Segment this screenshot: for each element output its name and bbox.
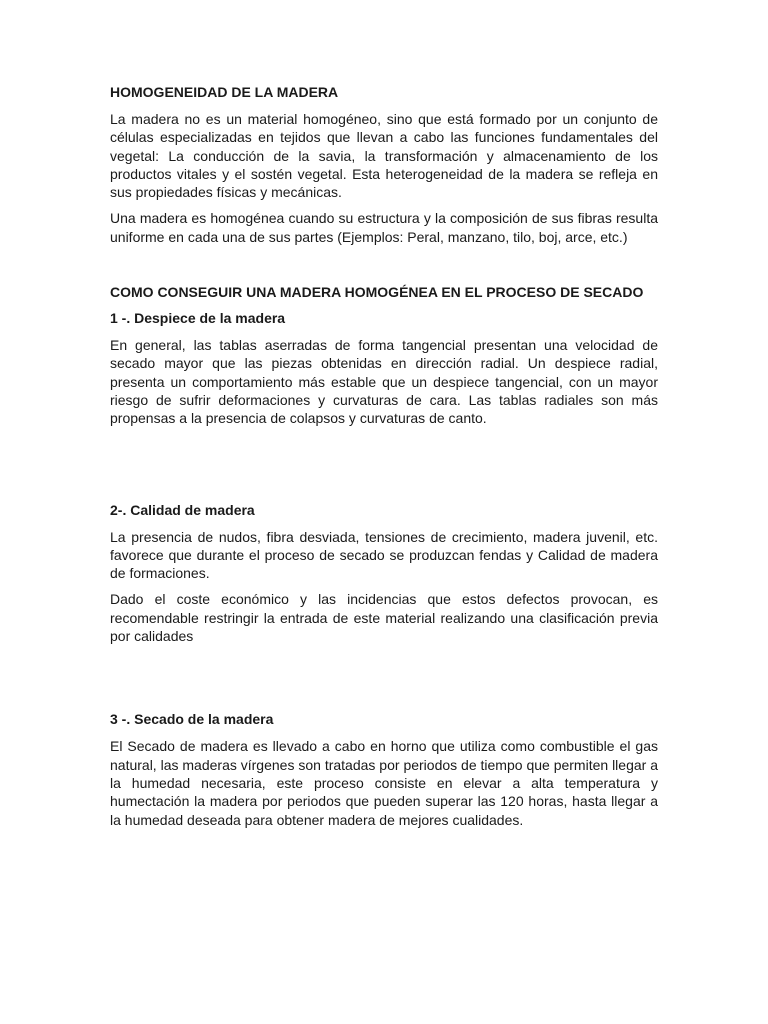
heading-despiece: 1 -. Despiece de la madera bbox=[110, 310, 286, 327]
paragraph-homogeneidad-2: Una madera es homogénea cuando su estructura y la composición de sus fibras resulta uniforme en cada una de sus partes (Ejemplos: Peral, manzano, tilo, boj, arce, etc.) bbox=[110, 210, 658, 245]
heading-secado: 3 -. Secado de la madera bbox=[110, 711, 274, 728]
heading-homogeneidad: HOMOGENEIDAD DE LA MADERA bbox=[110, 84, 339, 100]
paragraph-calidad-2: Dado el coste económico y las incidencias que estos defectos provocan, es recomendable restringir la entrada de este material realizando una clasificación previa por calidades bbox=[110, 591, 658, 645]
paragraph-homogeneidad-1: La madera no es un material homogéneo, sino que está formado por un conjunto de células especializadas en tejidos que llevan a cabo las funciones fundamentales del vegetal: La conducción de la savia, la transformación y almacenamiento de los productos vitales y el sostén vegetal. Esta heterogeneidad de la madera se refleja en sus propiedades físicas y mecánicas. bbox=[110, 111, 658, 201]
heading-como-conseguir: COMO CONSEGUIR UNA MADERA HOMOGÉNEA EN EL PROCESO DE SECADO bbox=[110, 284, 644, 301]
heading-calidad: 2-. Calidad de madera bbox=[110, 501, 255, 518]
paragraph-calidad-1: La presencia de nudos, fibra desviada, tensiones de crecimiento, madera juvenil, etc. favorece que durante el proceso de secado se produzcan fendas y Calidad de madera de formaciones. bbox=[110, 528, 658, 582]
paragraph-secado-1: El Secado de madera es llevado a cabo en horno que utiliza como combustible el gas natural, las maderas vírgenes son tratadas por periodos de tiempo que permiten llegar a la humedad necesaria, este proceso consiste en elevar a alta temperatura y humectación la madera por periodos que pueden superar las 120 horas, hasta llegar a la humedad deseada para obtener madera de mejores cualidades. bbox=[110, 738, 658, 828]
paragraph-despiece-1: En general, las tablas aserradas de forma tangencial presentan una velocidad de secado mayor que las piezas obtenidas en dirección radial. Un despiece radial, presenta un comportamiento más estable que un despiece tangencial, con un mayor riesgo de sufrir deformaciones y curvaturas de cara. Las tablas radiales son más propensas a la presencia de colapsos y curvaturas de canto. bbox=[110, 337, 658, 427]
